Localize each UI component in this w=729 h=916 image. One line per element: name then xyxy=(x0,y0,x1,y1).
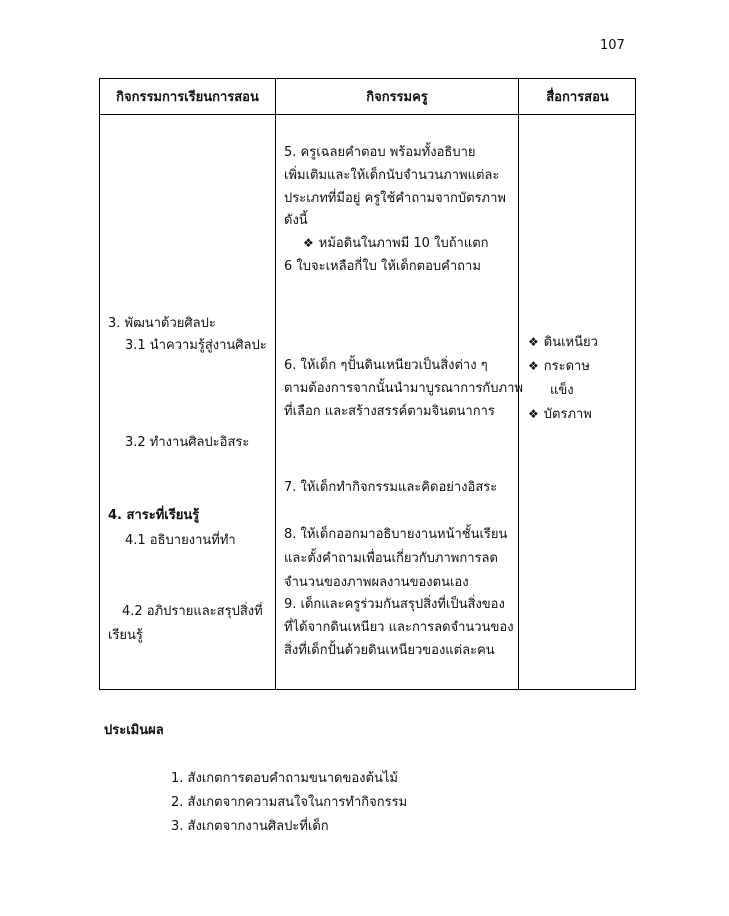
media-item-cont: แข็ง xyxy=(550,383,574,398)
header-activities: กิจกรรมการเรียนการสอน xyxy=(116,90,259,105)
teacher-item-9-line: สิ่งที่เด็กปั้นด้วยดินเหนียวของแต่ละคน xyxy=(284,643,495,658)
evaluation-item: 2. สังเกตจากความสนใจในการทำกิจกรรม xyxy=(171,795,408,810)
diamond-bullet-icon: ❖ xyxy=(528,359,539,373)
activity-4-2-cont: เรียนรู้ xyxy=(108,628,143,643)
teacher-item-5-line: ประเภทที่มีอยู่ ครูใช้คำถามจากบัตรภาพ xyxy=(284,191,506,206)
media-item: ❖ บัตรภาพ xyxy=(528,407,592,422)
activity-3-2: 3.2 ทำงานศิลปะอิสระ xyxy=(125,435,250,450)
teacher-item-5-line: 6 ใบจะเหลือกี่ใบ ให้เด็กตอบคำถาม xyxy=(284,259,481,274)
activity-4: 4. สาระที่เรียนรู้ xyxy=(108,508,200,523)
teacher-item-8-line: จำนวนของภาพผลงานของตนเอง xyxy=(284,575,469,590)
teacher-item-6-line: ตามต้องการจากนั้นนำมาบูรณาการกับภาพ xyxy=(284,381,523,396)
activity-4-2: 4.2 อภิปรายและสรุปสิ่งที่ xyxy=(122,604,263,619)
lesson-table xyxy=(99,78,636,690)
media-item: ❖ ดินเหนียว xyxy=(528,335,598,350)
teacher-item-7: 7. ให้เด็กทำกิจกรรมและคิดอย่างอิสระ xyxy=(284,480,498,495)
activity-3-1: 3.1 นำความรู้สู่งานศิลปะ xyxy=(125,338,267,353)
teacher-item-9: 9. เด็กและครูร่วมกันสรุปสิ่งที่เป็นสิ่งของ xyxy=(284,597,505,612)
teacher-item-5-line: เพิ่มเติมและให้เด็กนับจำนวนภาพแต่ละ xyxy=(284,168,500,183)
teacher-item-6: 6. ให้เด็ก ๆปั้นดินเหนียวเป็นสิ่งต่าง ๆ xyxy=(284,358,488,373)
page-number: 107 xyxy=(600,38,625,53)
media-item: ❖ กระดาษ xyxy=(528,359,590,374)
evaluation-item: 1. สังเกตการตอบคำถามขนาดของต้นไม้ xyxy=(171,771,398,786)
teacher-item-5-line: ดังนี้ xyxy=(284,213,308,228)
activity-3: 3. พัฒนาด้วยศิลปะ xyxy=(108,316,216,331)
teacher-item-5: 5. ครูเฉลยคำตอบ พร้อมทั้งอธิบาย xyxy=(284,145,476,160)
teacher-item-9-line: ที่ได้จากดินเหนียว และการลดจำนวนของ xyxy=(284,620,514,635)
header-divider xyxy=(100,114,635,115)
diamond-bullet-icon: ❖ xyxy=(528,407,539,421)
activity-4-1: 4.1 อธิบายงานที่ทำ xyxy=(125,533,236,548)
column-divider xyxy=(275,79,276,689)
teacher-item-6-line: ที่เลือก และสร้างสรรค์ตามจินตนาการ xyxy=(284,404,495,419)
diamond-bullet-icon: ❖ xyxy=(303,236,314,250)
diamond-bullet-icon: ❖ xyxy=(528,335,539,349)
header-teacher: กิจกรรมครู xyxy=(366,90,428,105)
teacher-item-8-line: และตั้งคำถามเพื่อนเกี่ยวกับภาพการลด xyxy=(284,551,498,566)
teacher-item-8: 8. ให้เด็กออกมาอธิบายงานหน้าชั้นเรียน xyxy=(284,527,508,542)
evaluation-title: ประเมินผล xyxy=(104,723,164,738)
teacher-item-5-bullet: ❖ หม้อดินในภาพมี 10 ใบถ้าแตก xyxy=(303,236,489,251)
evaluation-item: 3. สังเกตจากงานศิลปะที่เด็ก xyxy=(171,819,329,834)
header-media: สื่อการสอน xyxy=(546,90,609,105)
